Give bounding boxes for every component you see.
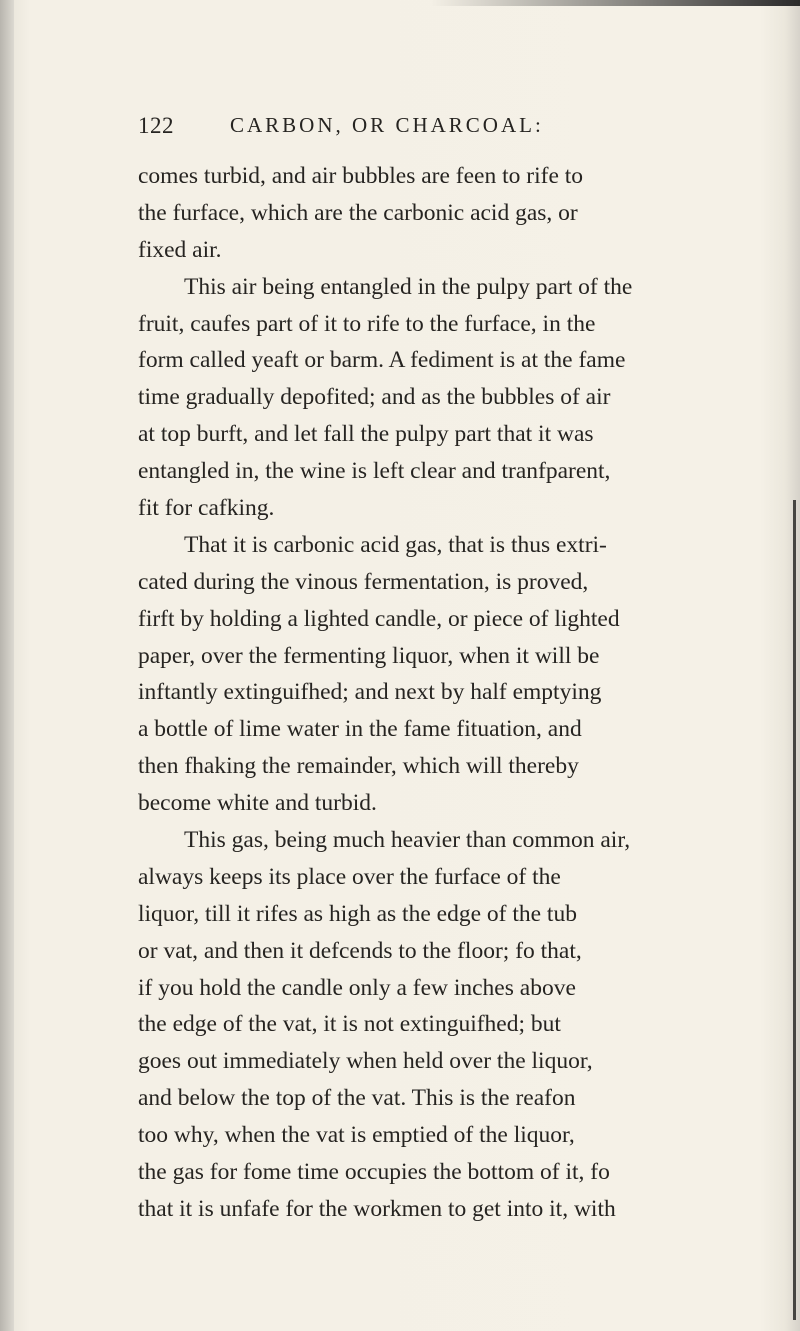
text-line: goes out immediately when held over the liquor,: [138, 1048, 593, 1075]
text-line: form called yeaft or barm. A fediment is at the fame: [138, 347, 626, 374]
running-head: CARBON, OR CHARCOAL:: [230, 113, 544, 137]
text-line: This gas, being much heavier than common air,: [184, 827, 631, 854]
right-edge-mark: [793, 500, 796, 1320]
text-line: liquor, till it rifes as high as the edge of the tub: [138, 900, 577, 927]
text-line: or vat, and then it defcends to the floor; fo that,: [138, 937, 582, 964]
text-line: time gradually depofited; and as the bubbles of air: [138, 384, 611, 411]
text-line: become white and turbid.: [138, 790, 377, 817]
text-line: fruit, caufes part of it to rife to the furface, in the: [138, 310, 596, 337]
text-line: paper, over the fermenting liquor, when it will be: [138, 642, 600, 669]
text-line: if you hold the candle only a few inches above: [138, 974, 576, 1001]
text-line: always keeps its place over the furface of the: [138, 863, 561, 890]
text-line: That it is carbonic acid gas, that is thus extri-: [184, 531, 607, 558]
text-line: too why, when the vat is emptied of the liquor,: [138, 1122, 575, 1149]
text-line: the furface, which are the carbonic acid gas, or: [138, 199, 578, 226]
text-line: This air being entangled in the pulpy part of the: [184, 273, 633, 300]
page-header: [138, 113, 778, 147]
text-line: fixed air.: [138, 236, 222, 263]
text-line: comes turbid, and air bubbles are feen to rife to: [138, 163, 584, 189]
text-line: that it is unfafe for the workmen to get into it, with: [138, 1195, 616, 1222]
text-line: cated during the vinous fermentation, is proved,: [138, 568, 589, 595]
text-line: firft by holding a lighted candle, or piece of lighted: [138, 605, 620, 632]
text-line: a bottle of lime water in the fame fituation, and: [138, 716, 582, 743]
text-line: fit for cafking.: [138, 495, 275, 522]
page-number: 122: [138, 113, 174, 138]
page-spine-shadow: [0, 0, 14, 1331]
text-line: inftantly extinguifhed; and next by half emptying: [138, 679, 602, 706]
text-line: at top burft, and let fall the pulpy part that it was: [138, 421, 594, 448]
text-line: and below the top of the vat. This is the reafon: [138, 1085, 576, 1112]
text-line: then fhaking the remainder, which will thereby: [138, 753, 579, 780]
body-text: [138, 158, 788, 1228]
text-line: the edge of the vat, it is not extinguifhed; but: [138, 1011, 561, 1038]
text-line: entangled in, the wine is left clear and tranfparent,: [138, 458, 611, 485]
top-edge-mark: [430, 0, 800, 6]
text-line: the gas for fome time occupies the bottom of it, fo: [138, 1159, 610, 1186]
